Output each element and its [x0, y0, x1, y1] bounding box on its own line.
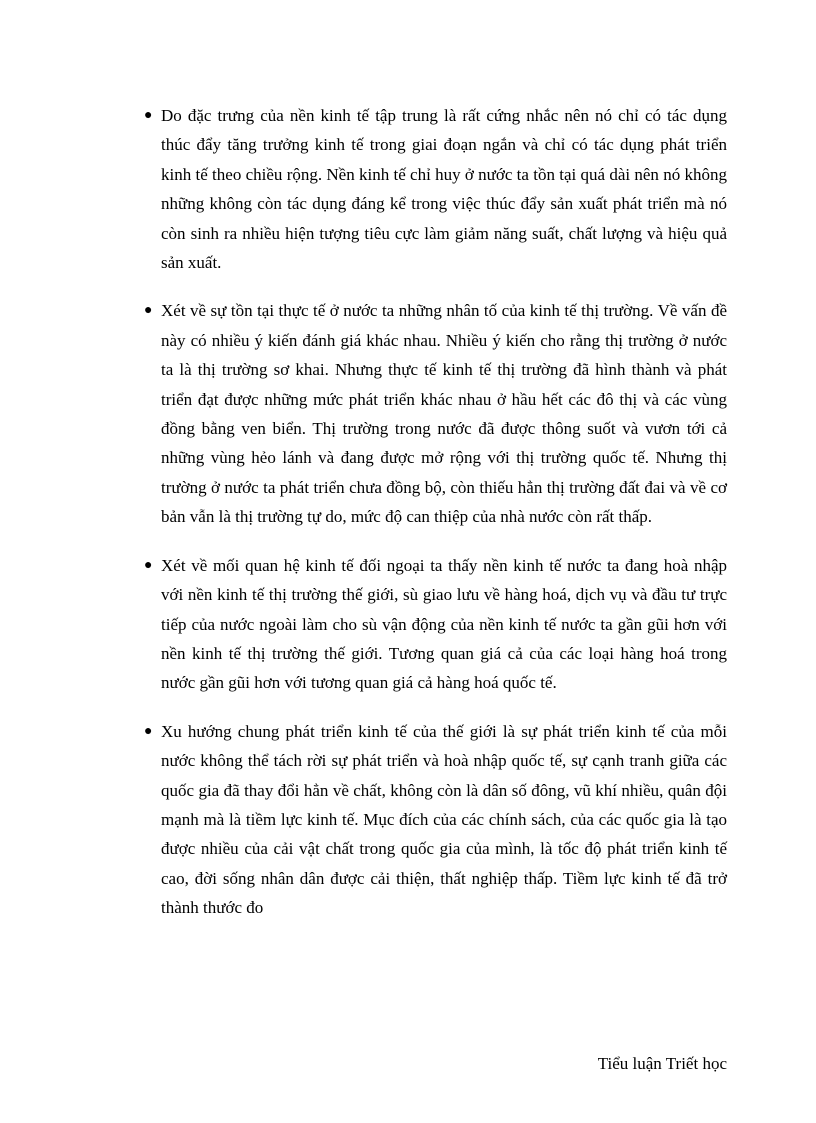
list-item [143, 101, 727, 277]
bullet-icon: ● [144, 303, 153, 319]
paragraph-text: Xét về sự tồn tại thực tế ở nước ta những nhân tố của kinh tế thị trường. Về vấn đề này có nhiều ý kiến đánh giá khác nhau. Nhiều ý kiến cho rằng thị trường ở nước ta là thị trường sơ khai. Nhưng thực tế kinh tế thị trường đã hình thành và phát triển đạt được những mức phát triển khác nhau ở hầu hết các đô thị và các vùng đồng bằng ven biển. Thị trường trong nước đã được thông suốt và vươn tới cả những vùng hẻo lánh và đang được mở rộng với thị trường quốc tế. Nhưng thị trường ở nước ta phát triển chưa đồng bộ, còn thiếu hẳn thị trường đất đai và về cơ bản vẫn là thị trường tự do, mức độ can thiệp của nhà nước còn rất thấp. [161, 301, 727, 527]
list-item [143, 551, 727, 698]
list-item [143, 717, 727, 923]
paragraph-text: Xu hướng chung phát triển kinh tế của thế giới là sự phát triển kinh tế của mỗi nước không thể tách rời sự phát triển và hoà nhập quốc tế, sự cạnh tranh giữa các quốc gia đã thay đổi hẳn về chất, không còn là dân số đông, vũ khí nhiều, quân đội mạnh mà là tiềm lực kinh tế. Mục đích của các chính sách, của các quốc gia là tạo được nhiều của cải vật chất trong quốc gia của mình, là tốc độ phát triển kinh tế cao, đời sống nhân dân được cải thiện, thất nghiệp thấp. Tiềm lực kinh tế đã trở thành thước đo [161, 721, 727, 918]
page-footer: Tiểu luận Triết học [597, 1054, 727, 1073]
list-item [143, 296, 727, 531]
bullet-icon: ● [144, 723, 153, 739]
bullet-icon: ● [144, 108, 153, 123]
paragraph-text: Xét về mối quan hệ kinh tế đối ngoại ta thấy nền kinh tế nước ta đang hoà nhập với nền kinh tế thị trường thế giới, sù giao lưu về hàng hoá, dịch vụ và đầu tư trực tiếp của nước ngoài làm cho sù vận động của nền kinh tế nước ta gần gũi hơn với nền kinh tế thị trường thế giới. Tương quan giá cả của các loại hàng hoá trong nước gần gũi hơn với tương quan giá cả hàng hoá quốc tế. [161, 555, 727, 693]
paragraph-text: Do đặc trưng của nền kinh tế tập trung là rất cứng nhắc nên nó chỉ có tác dụng thúc đẩy tăng trưởng kinh tế trong giai đoạn ngắn và chỉ có tác dụng phát triển kinh tế theo chiều rộng. Nền kinh tế chỉ huy ở nước ta tồn tại quá dài nên nó không những không còn tác dụng đáng kể trong việc thúc đẩy sản xuất phát triển mà nó còn sinh ra nhiều hiện tượng tiêu cực làm giảm năng suất, chất lượng và hiệu quả sản xuất. [161, 106, 727, 273]
bullet-icon: ● [144, 557, 153, 573]
bullet-list [143, 101, 727, 942]
